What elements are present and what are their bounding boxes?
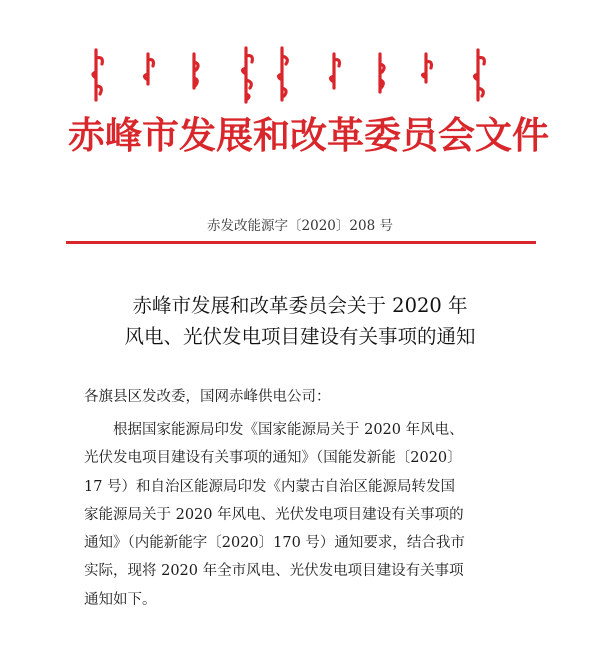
- red-divider-line: [66, 241, 536, 244]
- body-line: 通知如下。: [84, 591, 157, 608]
- issuer-header-title: 赤峰市发展和改革委员会文件: [68, 113, 549, 157]
- body-line: 根据国家能源局印发《国家能源局关于 2020 年风电、: [113, 422, 464, 438]
- salutation: 各旗县区发改委，国网赤峰供电公司：: [84, 389, 331, 405]
- body-line: 17 号）和自治区能源局印发《内蒙古自治区能源局转发国: [84, 478, 456, 495]
- body-line: 通知》（内能新能字〔2020〕170 号）通知要求，结合我市: [84, 535, 465, 552]
- notice-title: [40, 290, 560, 352]
- notice-title-line-2: 风电、光伏发电项目建设有关事项的通知: [124, 325, 476, 348]
- body-line: 家能源局关于 2020 年风电、光伏发电项目建设有关事项的: [84, 506, 464, 523]
- notice-body: [84, 416, 524, 614]
- mongolian-script-logo: [78, 44, 522, 106]
- document-number: 赤发改能源字〔2020〕208 号: [207, 218, 393, 234]
- notice-title-line-1: 赤峰市发展和改革委员会关于 2020 年: [132, 294, 468, 317]
- body-line: 实际，现将 2020 年全市风电、光伏发电项目建设有关事项: [84, 563, 464, 580]
- body-line: 光伏发电项目建设有关事项的通知》（国能发新能〔2020〕: [84, 450, 462, 467]
